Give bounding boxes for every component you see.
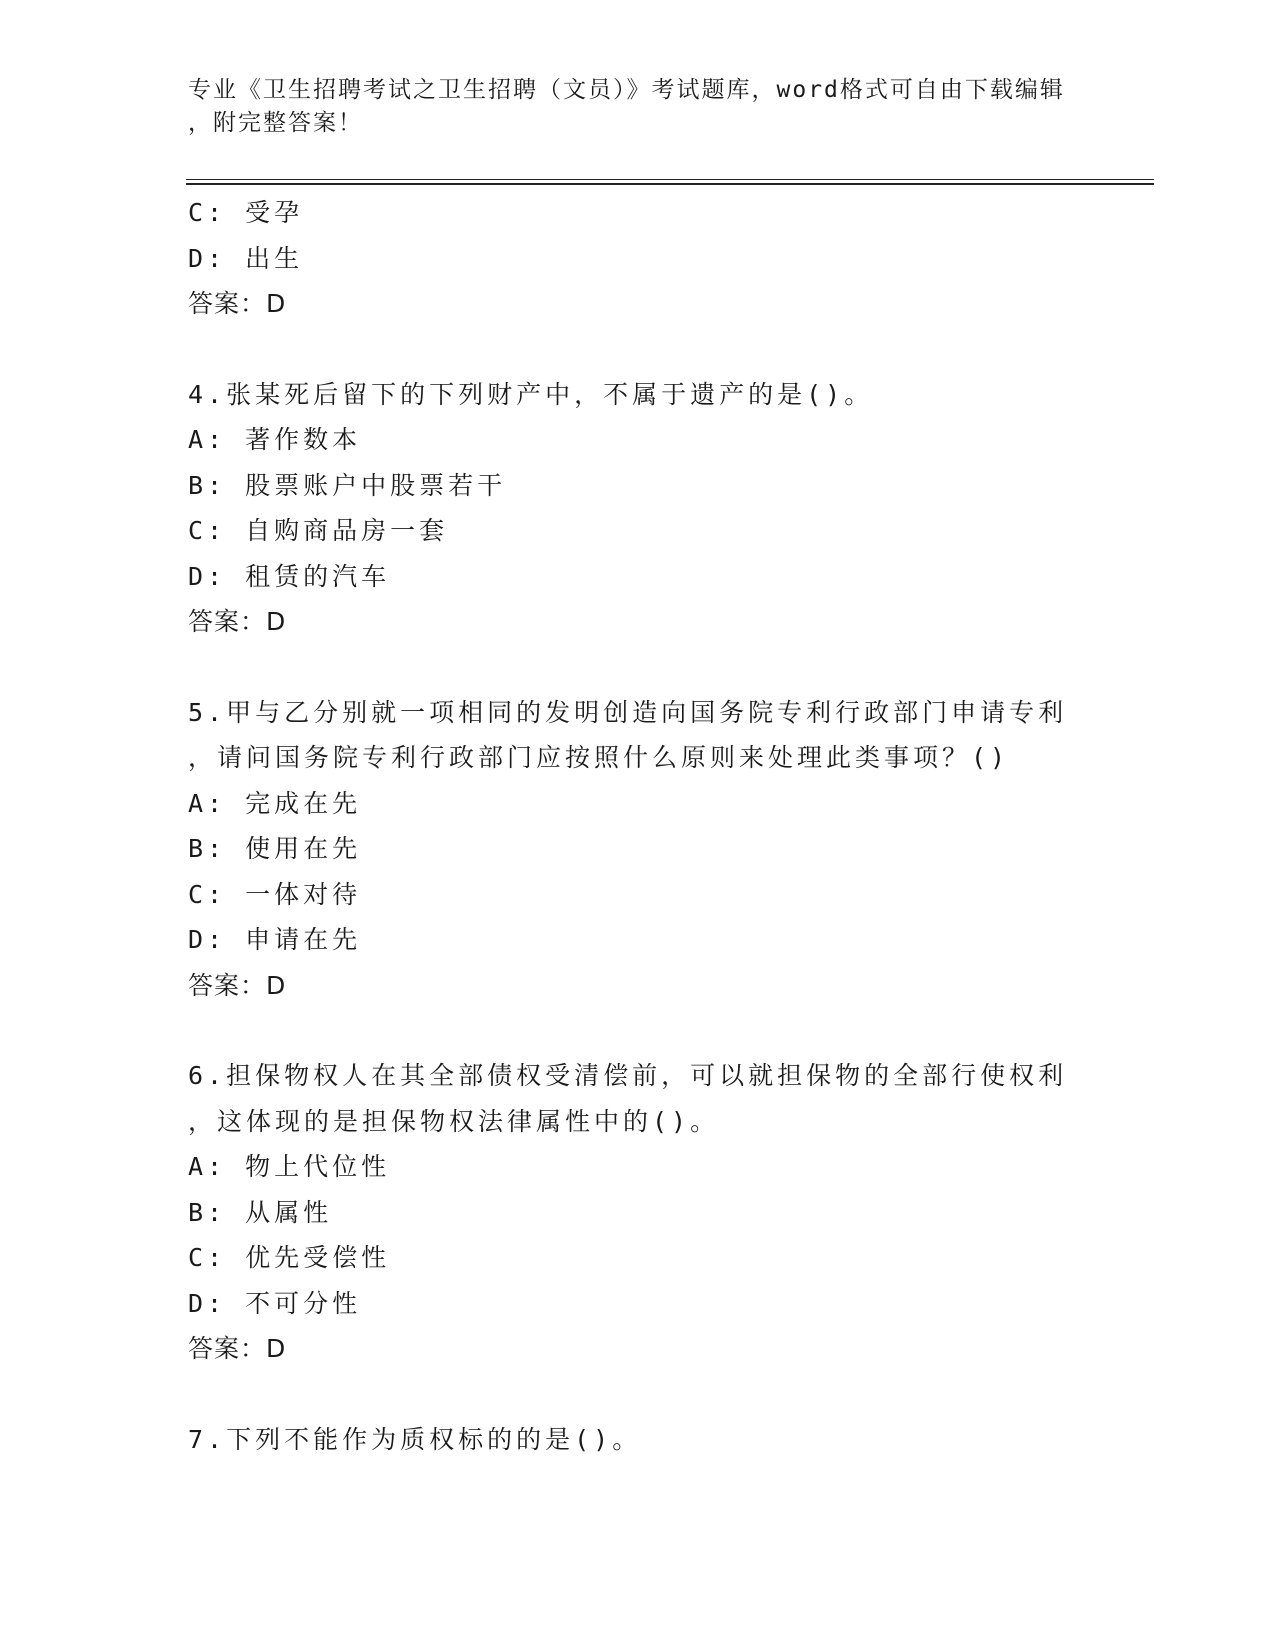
header-divider-thin (186, 179, 1154, 180)
option-b: B: 股票账户中股票若干 (188, 470, 507, 500)
question-stem-continued: ，请问国务院专利行政部门应按照什么原则来处理此类事项？() (188, 743, 1010, 772)
question-stem: 4.张某死后留下的下列财产中，不属于遗产的是()。 (188, 379, 874, 409)
question-3-partial (188, 190, 1088, 327)
option-d: D: 申请在先 (188, 925, 362, 954)
header-divider-thick (186, 183, 1154, 185)
answer-line: 答案：D (188, 1334, 287, 1363)
question-stem: 7.下列不能作为质权标的的是()。 (188, 1424, 642, 1454)
question-stem: 6.担保物权人在其全部债权受清偿前，可以就担保物的全部行使权利 (188, 1061, 1068, 1090)
option-d: D: 租赁的汽车 (188, 561, 391, 591)
question-4 (188, 372, 1088, 645)
option-b: B: 从属性 (188, 1197, 333, 1227)
option-a: A: 物上代位性 (188, 1152, 391, 1181)
question-6 (188, 1053, 1088, 1372)
option-c: C: 优先受偿性 (188, 1243, 391, 1272)
question-list (188, 190, 1088, 1462)
option-d: D: 不可分性 (188, 1288, 362, 1318)
answer-line: 答案：D (188, 289, 287, 318)
question-stem: 5.甲与乙分别就一项相同的发明创造向国务院专利行政部门申请专利 (188, 697, 1068, 727)
option-c: C: 自购商品房一套 (188, 516, 449, 545)
option-a: A: 完成在先 (188, 788, 362, 818)
question-7 (188, 1417, 1088, 1463)
document-header (188, 74, 1088, 140)
answer-line: 答案：D (188, 970, 287, 1000)
option-d: D: 出生 (188, 243, 304, 273)
option-b: B: 使用在先 (188, 834, 362, 863)
answer-line: 答案：D (188, 607, 287, 636)
header-line-2: ，附完整答案！ (188, 110, 363, 136)
header-line-1: 专业《卫生招聘考试之卫生招聘（文员）》考试题库，word格式可自由下载编辑 (188, 77, 1065, 103)
option-c: C: 受孕 (188, 198, 304, 227)
option-c: C: 一体对待 (188, 879, 362, 909)
question-5 (188, 690, 1088, 1009)
option-a: A: 著作数本 (188, 425, 362, 454)
question-stem-continued: ，这体现的是担保物权法律属性中的()。 (188, 1106, 720, 1136)
